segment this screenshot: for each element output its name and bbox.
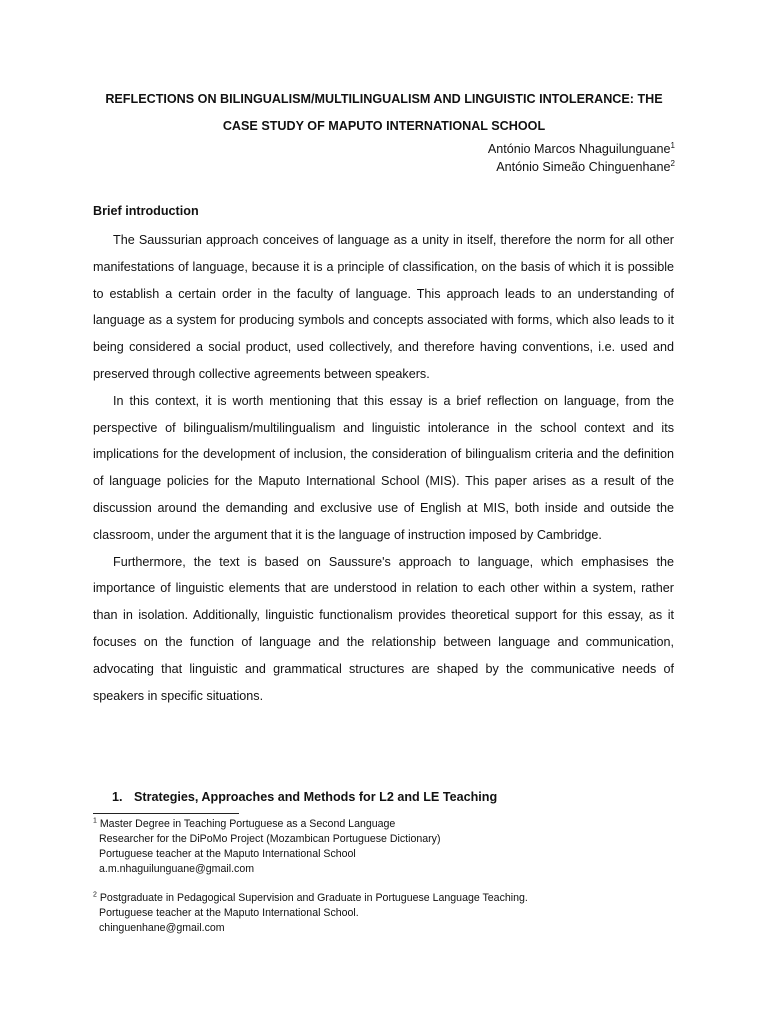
title-line-2: CASE STUDY OF MAPUTO INTERNATIONAL SCHOOL bbox=[222, 119, 546, 133]
author-list bbox=[488, 140, 675, 176]
footnote-marker: 2 bbox=[93, 891, 97, 899]
footnote-line bbox=[93, 817, 693, 832]
paragraph-1: The Saussurian approach conceives of language as a unity in itself, therefore the norm for all other manifestations of language, because it is a principle of classification, on the basis of which it is possible to establish a certain order in the faculty of language. This approach leads to an understanding of language as a system for producing symbols and concepts associated with forms, which also leads to it being considered a social product, used collectively, and therefore having conventions, i.e. used and preserved through collective agreements between speakers. bbox=[93, 233, 674, 381]
section-heading bbox=[112, 790, 497, 804]
footnote-line: Portuguese teacher at the Maputo International School. bbox=[99, 907, 359, 919]
author-1 bbox=[488, 140, 675, 158]
section-number: 1. bbox=[112, 790, 123, 804]
footnote-marker: 1 bbox=[93, 817, 97, 825]
paragraph-3: Furthermore, the text is based on Saussure's approach to language, which emphasises the importance of linguistic elements that are understood in relation to each other within a system, rather than in isolation. Additionally, linguistic functionalism provides theoretical support for this essay, as it focuses on the function of language and the relationship between language and communication, advocating that linguistic and grammatical structures are shaped by the communicative needs of speakers in specific situations. bbox=[93, 554, 674, 703]
footnote-text: Postgraduate in Pedagogical Supervision and Graduate in Portuguese Language Teaching. bbox=[99, 892, 528, 904]
body-text bbox=[93, 227, 674, 709]
title-line-1: REFLECTIONS ON BILINGUALISM/MULTILINGUALISM AND LINGUISTIC INTOLERANCE: THE bbox=[105, 92, 663, 106]
footnote-line: Portuguese teacher at the Maputo International School bbox=[99, 848, 356, 860]
footnote-separator bbox=[93, 813, 239, 814]
author-2 bbox=[488, 158, 675, 176]
footnote-line: Researcher for the DiPoMo Project (Mozambican Portuguese Dictionary) bbox=[99, 833, 441, 845]
footnote-marker: 1 bbox=[670, 140, 675, 150]
intro-heading: Brief introduction bbox=[93, 204, 199, 218]
paragraph-2: In this context, it is worth mentioning that this essay is a brief reflection on language, from the perspective of bilingualism/multilingualism and linguistic intolerance in the school context and its implications for the development of inclusion, the consideration of bilingualism criteria and the definition of language policies for the Maputo International School (MIS). This paper arises as a result of the discussion around the demanding and exclusive use of English at MIS, both inside and outside the classroom, under the argument that it is the language of instruction imposed by Cambridge. bbox=[93, 393, 674, 542]
author-name: António Simeão Chinguenhane bbox=[496, 160, 671, 174]
footnote-1 bbox=[93, 817, 693, 877]
footnote-line bbox=[93, 891, 693, 906]
footnote-email[interactable]: a.m.nhaguilunguane@gmail.com bbox=[99, 863, 255, 875]
paper-title bbox=[93, 86, 675, 140]
section-title: Strategies, Approaches and Methods for L2 and LE Teaching bbox=[134, 790, 498, 804]
footnote-text: Master Degree in Teaching Portuguese as a Second Language bbox=[99, 818, 396, 830]
footnote-marker: 2 bbox=[670, 158, 675, 168]
footnote-2 bbox=[93, 891, 693, 936]
footnote-email[interactable]: chinguenhane@gmail.com bbox=[99, 922, 225, 934]
author-name: António Marcos Nhaguilunguane bbox=[487, 142, 671, 156]
